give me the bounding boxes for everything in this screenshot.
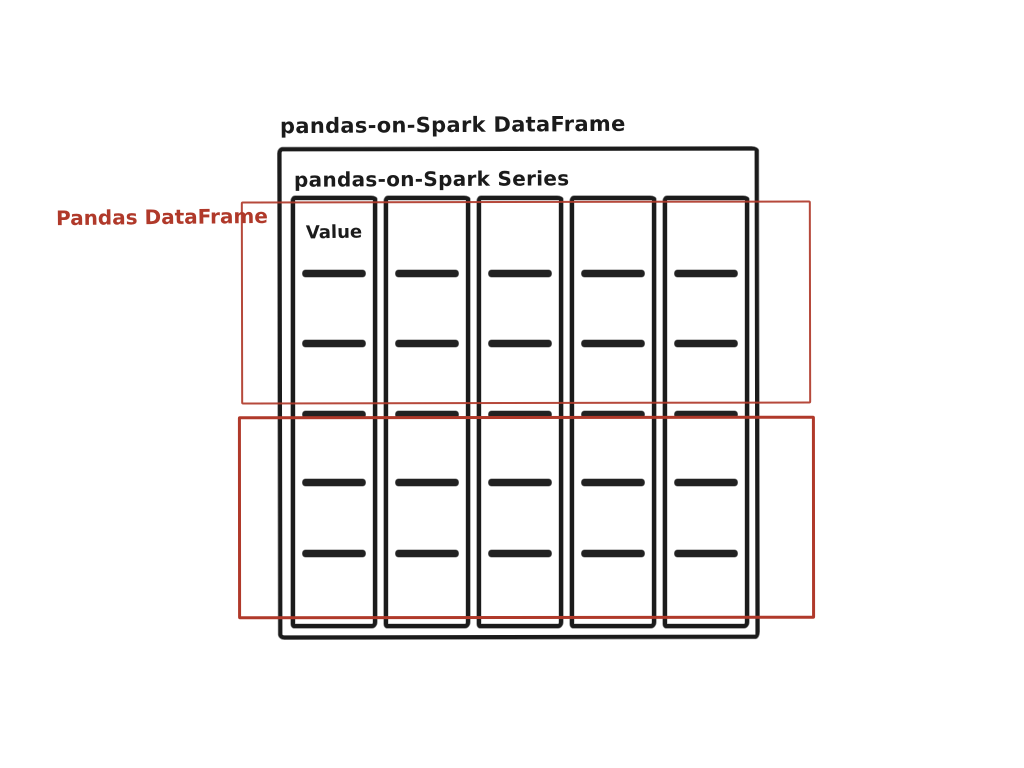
row-dash xyxy=(303,411,366,418)
row-dash xyxy=(582,550,645,557)
row-dash xyxy=(489,270,552,277)
series-column xyxy=(477,196,563,628)
diagram-title: pandas-on-Spark DataFrame xyxy=(279,111,626,139)
series-column xyxy=(570,196,656,628)
pandas-on-spark-series-label: pandas-on-Spark Series xyxy=(293,166,570,192)
row-dash xyxy=(489,340,552,347)
row-dash xyxy=(396,340,459,347)
row-dash xyxy=(303,479,366,486)
row-dash xyxy=(582,270,645,277)
row-dash xyxy=(303,550,366,557)
value-column-label: Value xyxy=(305,221,363,244)
row-dash xyxy=(582,479,645,486)
row-dash xyxy=(489,550,552,557)
row-dash xyxy=(675,270,738,277)
row-dash xyxy=(489,479,552,486)
row-dash xyxy=(396,411,459,418)
row-dash xyxy=(675,340,738,347)
pandas-dataframe-label: Pandas DataFrame xyxy=(55,203,268,231)
row-dash xyxy=(582,340,645,347)
row-dash xyxy=(303,340,366,347)
row-dash xyxy=(675,479,738,486)
row-dash xyxy=(582,411,645,418)
series-column xyxy=(384,196,470,628)
row-dash xyxy=(396,479,459,486)
row-dash xyxy=(489,411,552,418)
row-dash xyxy=(675,550,738,557)
series-columns-row xyxy=(291,196,749,628)
row-dash xyxy=(303,270,366,277)
series-column xyxy=(663,196,749,628)
row-dash xyxy=(396,550,459,557)
row-dash xyxy=(396,270,459,277)
row-dash xyxy=(675,411,738,418)
series-column xyxy=(291,196,377,628)
